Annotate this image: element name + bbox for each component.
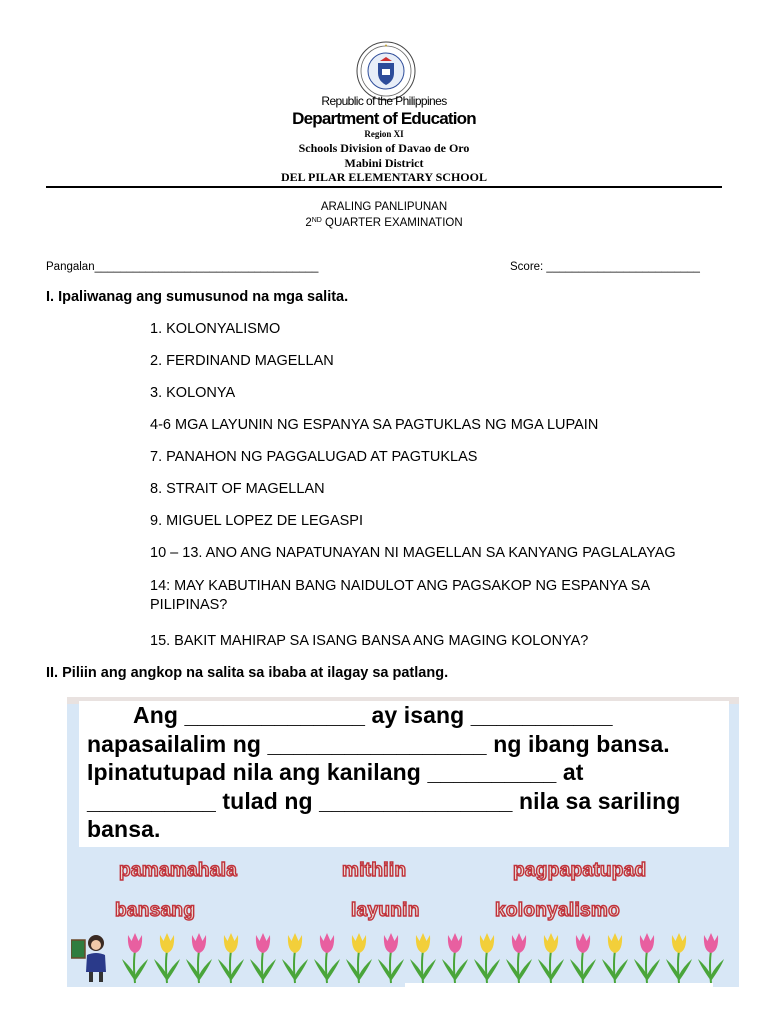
passage-line: Ang ______________ ay isang ___________ bbox=[133, 702, 613, 728]
republic-line: Republic of the Philippines bbox=[321, 94, 447, 108]
question-item: 14: MAY KABUTIHAN BANG NAIDULOT ANG PAGSAKOP NG ESPANYA SA PILIPINAS? bbox=[150, 578, 650, 613]
teacher-illustration-icon bbox=[71, 930, 109, 982]
quarter-suffix: ND bbox=[311, 217, 322, 224]
question-item: 7. PANAHON NG PAGGALUGAD AT PAGTUKLAS bbox=[150, 449, 478, 465]
passage-line: Ipinatutupad nila ang kanilang __________ at bbox=[87, 759, 584, 785]
deped-seal-icon bbox=[356, 41, 416, 101]
header-divider bbox=[46, 186, 722, 188]
choice-word: pamamahala bbox=[119, 860, 238, 881]
exam-subject: ARALING PANLIPUNAN bbox=[320, 201, 448, 213]
exam-quarter bbox=[0, 217, 768, 229]
quarter-number: 2 bbox=[305, 217, 312, 229]
question-item: 3. KOLONYA bbox=[150, 385, 236, 401]
question-item: 4-6 MGA LAYUNIN NG ESPANYA SA PAGTUKLAS NG MGA LUPAIN bbox=[150, 417, 599, 433]
tulip-border-decoration bbox=[107, 923, 739, 987]
division-line: Schools Division of Davao de Oro bbox=[298, 141, 470, 155]
section-1-title: I. Ipaliwanag ang sumusunod na mga salita. bbox=[46, 289, 349, 305]
choice-word: mithiin bbox=[342, 860, 407, 881]
school-name: DEL PILAR ELEMENTARY SCHOOL bbox=[281, 170, 487, 184]
worksheet-bottom-edge bbox=[405, 983, 713, 993]
passage-line: bansa. bbox=[87, 816, 161, 842]
question-item: 9. MIGUEL LOPEZ DE LEGASPI bbox=[150, 513, 364, 529]
score-field[interactable]: Score: ________________________ bbox=[510, 261, 700, 273]
department-title: Department of Education bbox=[292, 109, 476, 128]
question-item: 1. KOLONYALISMO bbox=[150, 321, 281, 337]
region-line: Region XI bbox=[364, 129, 404, 139]
question-item: 8. STRAIT OF MAGELLAN bbox=[150, 481, 325, 497]
fill-in-worksheet bbox=[67, 697, 739, 987]
choice-word: pagpapatupad bbox=[513, 860, 647, 881]
question-item: 10 – 13. ANO ANG NAPATUNAYAN NI MAGELLAN SA KANYANG PAGLALAYAG bbox=[150, 545, 676, 561]
choice-word: layunin bbox=[351, 900, 420, 921]
name-field[interactable]: Pangalan___________________________________ bbox=[46, 261, 319, 273]
passage-line: napasailalim ng _________________ ng ibang bansa. bbox=[87, 730, 670, 757]
quarter-text: QUARTER EXAMINATION bbox=[321, 217, 463, 229]
section-2-title: II. Piliin ang angkop na salita sa ibaba at ilagay sa patlang. bbox=[46, 665, 449, 681]
district-line: Mabini District bbox=[344, 156, 424, 170]
question-item: 2. FERDINAND MAGELLAN bbox=[150, 353, 334, 369]
passage-line: __________ tulad ng _______________ nila sa sariling bbox=[87, 787, 681, 814]
question-item: 15. BAKIT MAHIRAP SA ISANG BANSA ANG MAGING KOLONYA? bbox=[150, 633, 589, 649]
choice-word: bansang bbox=[115, 900, 196, 921]
choice-word: kolonyalismo bbox=[495, 900, 621, 921]
passage-panel bbox=[79, 701, 729, 847]
